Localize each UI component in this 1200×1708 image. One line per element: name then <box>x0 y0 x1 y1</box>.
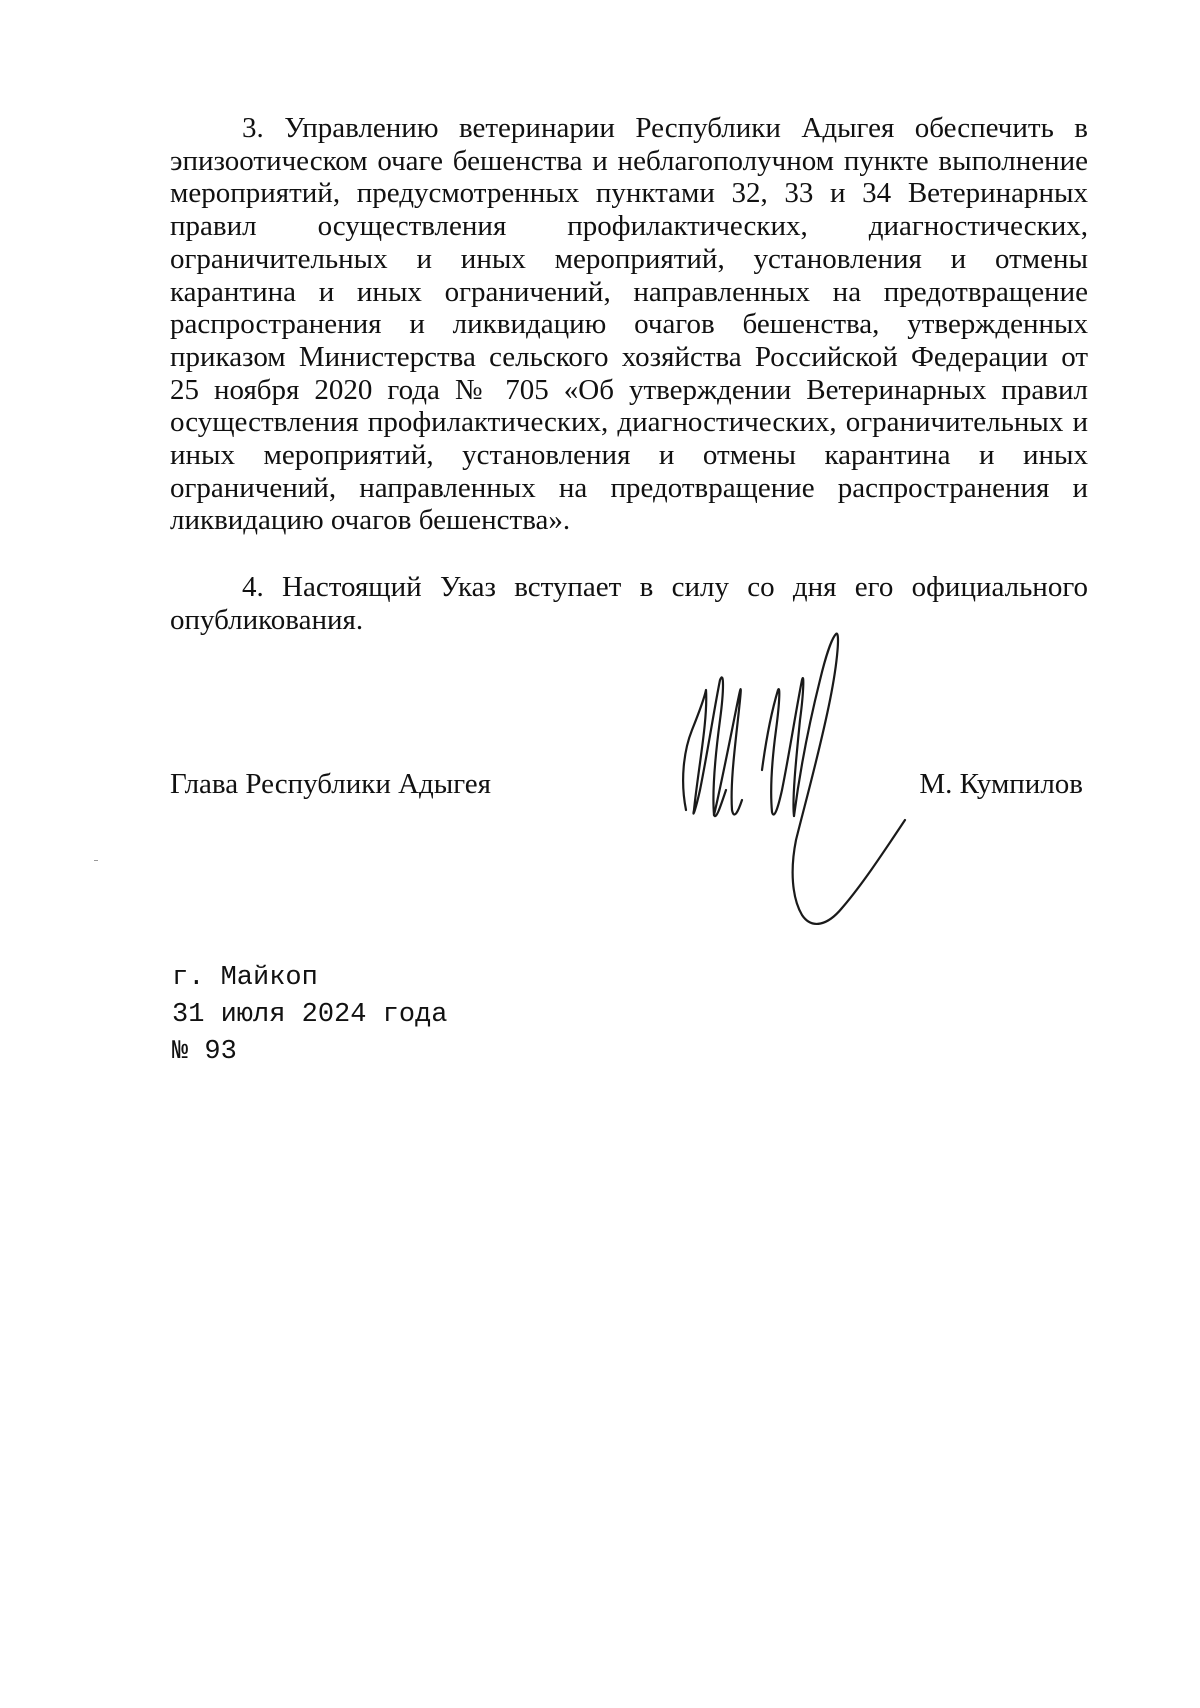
document-footer <box>172 960 447 1071</box>
handwritten-signature <box>680 630 920 950</box>
footer-date: 31 июля 2024 года <box>172 1000 448 1030</box>
footer-number: № 93 <box>172 1037 237 1067</box>
signatory-title: Глава Республики Адыгея <box>170 768 491 800</box>
paragraph-4: 4. Настоящий Указ вступает в силу со дня его официального опубликования. <box>170 571 1088 636</box>
paragraph-3: 3. Управлению ветеринарии Республики Адыгея обеспечить в эпизоотическом очаге бешенства и неблагополучном пункте выполнение мероприятий, предусмотренных пунктами 32, 33 и 34 Ветеринарных правил осуществления профилактических, диагностических, ограничительных и иных мероприятий, установления и отмены карантина и иных ограничений, направленных на предотвращение распространения и ликвидацию очагов бешенства, утвержденных приказом Министерства сельского хозяйства Российской Федерации от 25 ноября 2020 года № 705 «Об утверждении Ветеринарных правил осуществления профилактических, диагностических, ограничительных и иных мероприятий, установления и отмены карантина и иных ограничений, направленных на предотвращение распространения и ликвидацию очагов бешенства». <box>170 112 1088 537</box>
signatory-name: М. Кумпилов <box>919 768 1083 800</box>
signature-block <box>170 768 1088 808</box>
margin-mark <box>94 860 98 861</box>
footer-city: г. Майкоп <box>172 963 318 993</box>
document-body <box>170 112 1088 637</box>
